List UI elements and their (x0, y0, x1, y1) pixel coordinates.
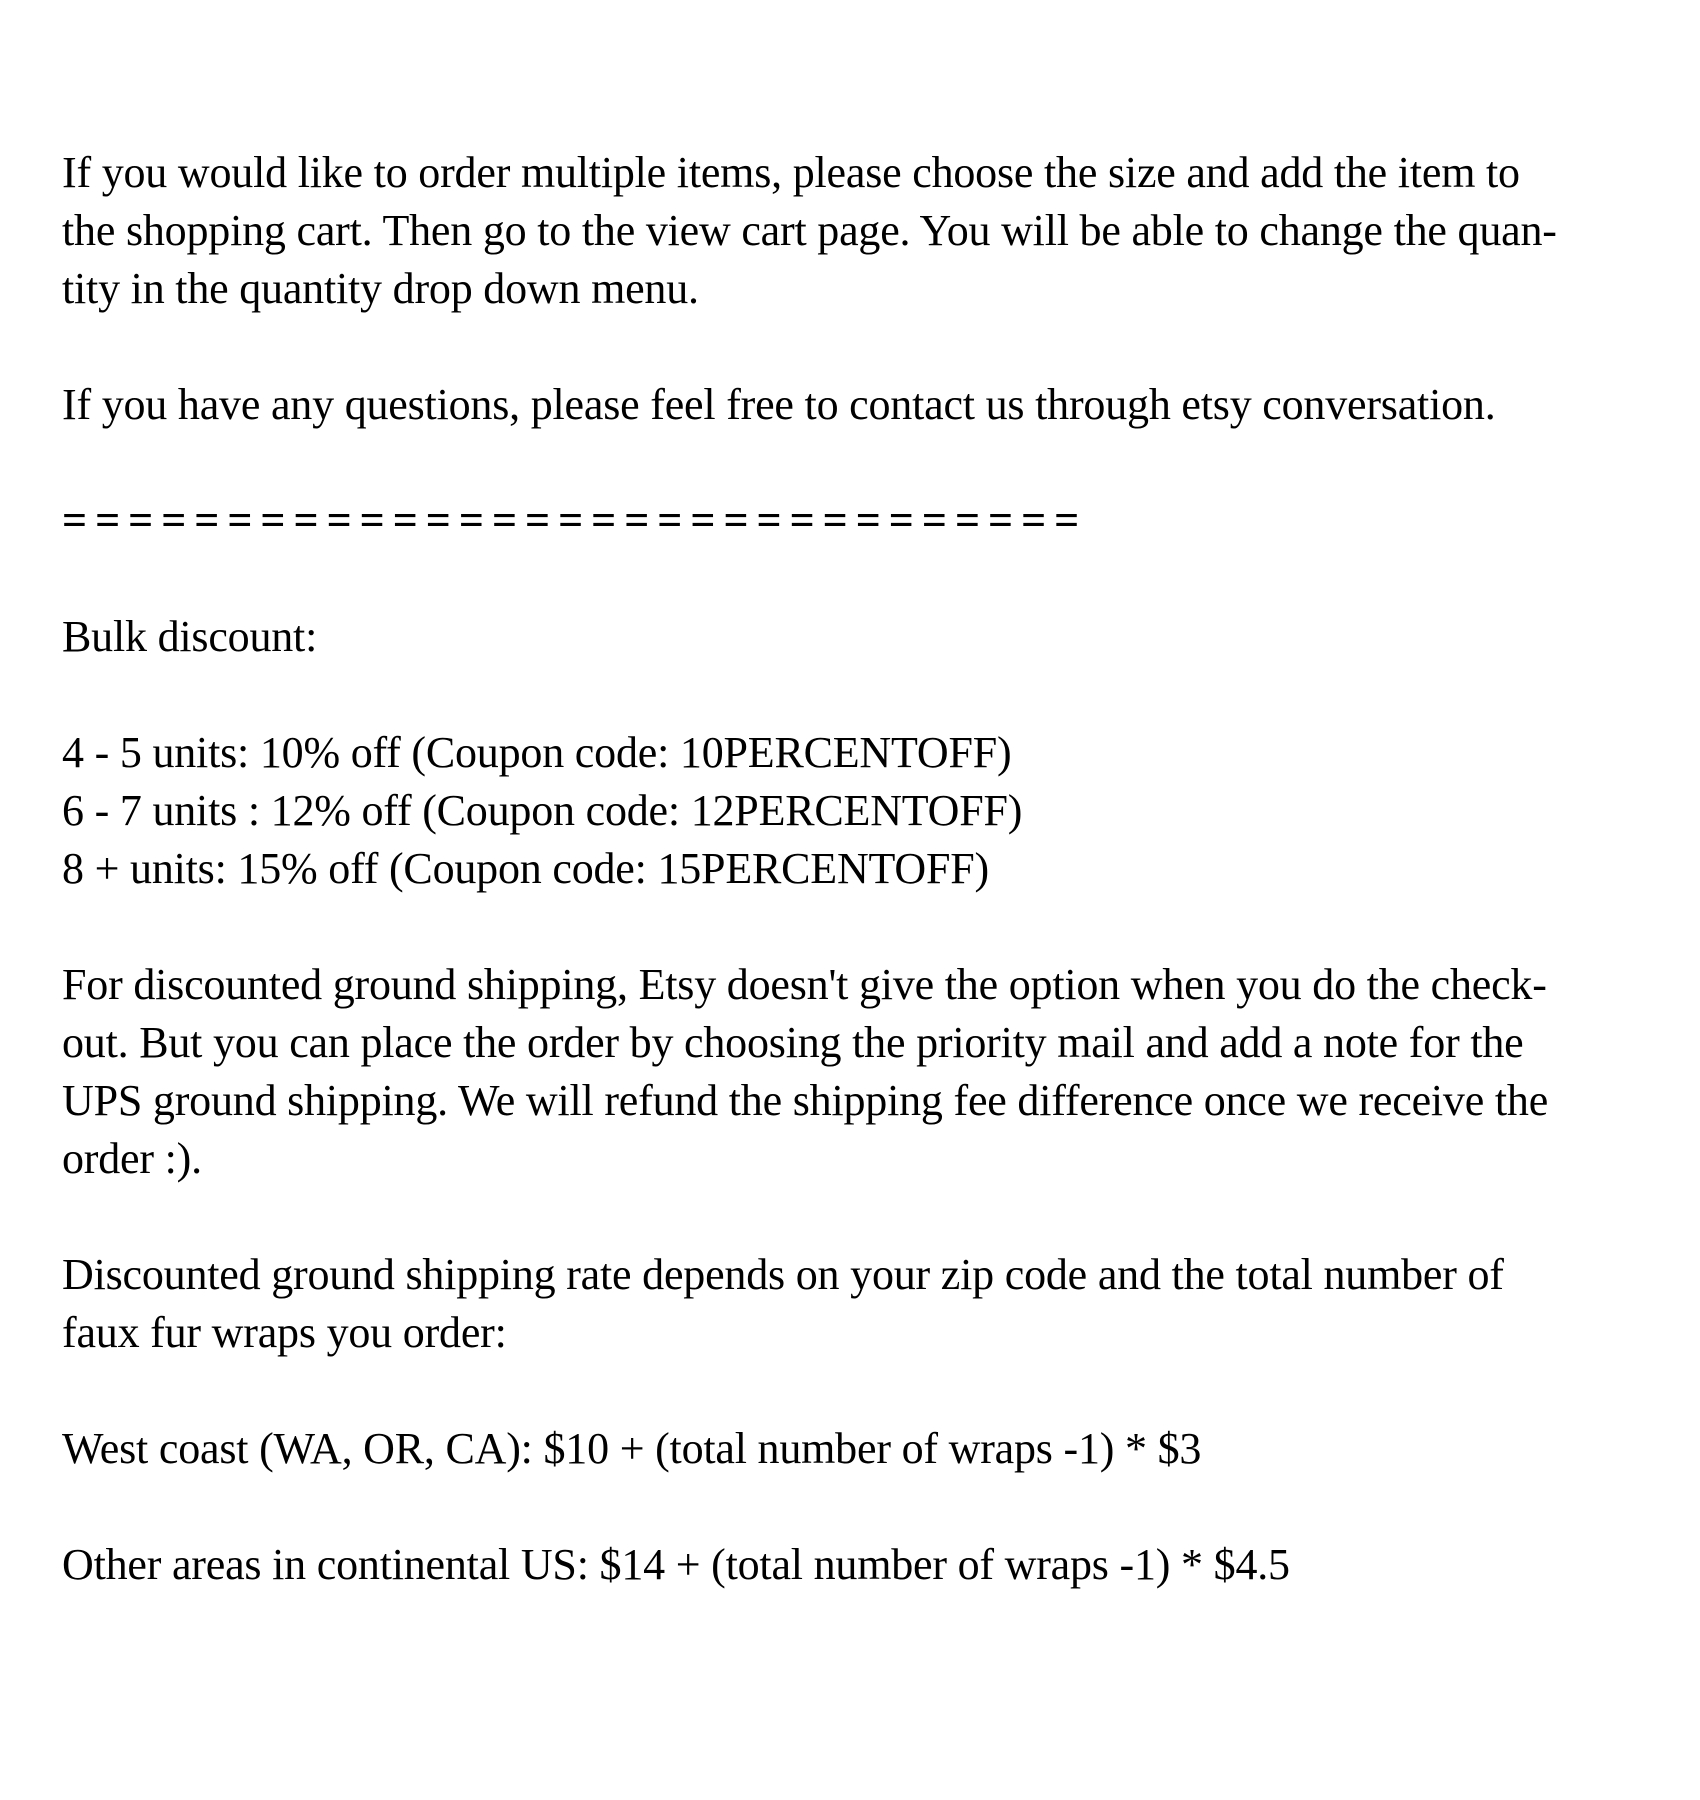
text-line: For discounted ground shipping, Etsy doesn't give the option when you do the check- (62, 960, 1547, 1009)
other-areas-rate-line (62, 1536, 1660, 1594)
ground-shipping-paragraph (62, 956, 1660, 1188)
divider-equals-line: =============================== (62, 496, 1088, 545)
text-line: Discounted ground shipping rate depends on your zip code and the total number of (62, 1250, 1504, 1299)
discount-tier-line: 4 - 5 units: 10% off (Coupon code: 10PERCENTOFF) (62, 728, 1012, 777)
contact-paragraph (62, 376, 1660, 434)
text-line: Other areas in continental US: $14 + (total number of wraps -1) * $4.5 (62, 1540, 1290, 1589)
text-line: If you would like to order multiple items, please choose the size and add the item to (62, 148, 1520, 197)
discount-tier-line: 8 + units: 15% off (Coupon code: 15PERCENTOFF) (62, 844, 990, 893)
text-line: If you have any questions, please feel free to contact us through etsy conversation. (62, 380, 1496, 429)
text-line: West coast (WA, OR, CA): $10 + (total number of wraps -1) * $3 (62, 1424, 1202, 1473)
text-line: faux fur wraps you order: (62, 1308, 507, 1357)
section-divider (62, 492, 1660, 550)
shipping-rate-paragraph (62, 1246, 1660, 1362)
heading-text: Bulk discount: (62, 612, 318, 661)
text-line: the shopping cart. Then go to the view cart page. You will be able to change the quan- (62, 206, 1557, 255)
text-line: tity in the quantity drop down menu. (62, 264, 699, 313)
bulk-discount-heading (62, 608, 1660, 666)
ordering-instructions-paragraph (62, 144, 1660, 318)
west-coast-rate-line (62, 1420, 1660, 1478)
bulk-discount-tiers (62, 724, 1660, 898)
text-line: order :). (62, 1134, 202, 1183)
discount-tier-line: 6 - 7 units : 12% off (Coupon code: 12PERCENTOFF) (62, 786, 1023, 835)
text-line: out. But you can place the order by choosing the priority mail and add a note for the (62, 1018, 1524, 1067)
text-line: UPS ground shipping. We will refund the shipping fee difference once we receive the (62, 1076, 1549, 1125)
